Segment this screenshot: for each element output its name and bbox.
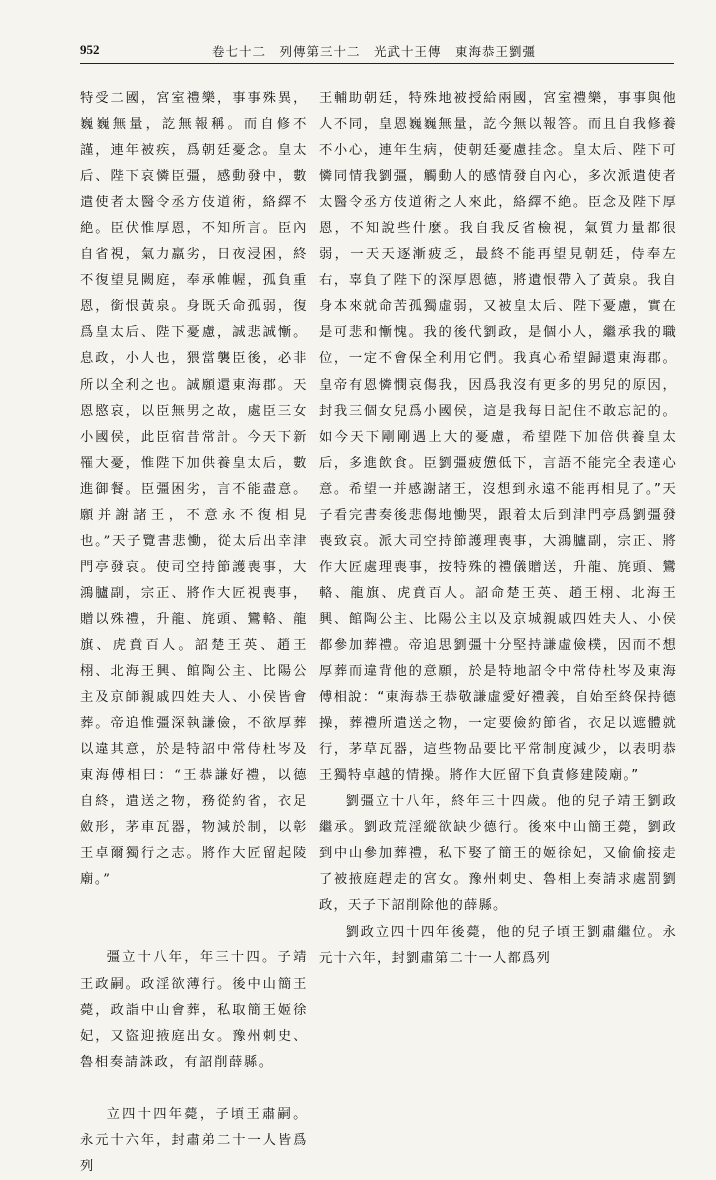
page-header (0, 36, 716, 70)
classical-text-column (80, 86, 308, 1180)
translation-paragraph: 劉彊立十八年，終年三十四歲。他的兒子靖王劉政繼承。劉政荒淫縱欲缺少德行。後來中山簡王薨，劉政到中山參加葬禮，私下娶了簡王的姬徐妃，又偷偷接走了被掖庭趕走的宮女。豫州刺史、魯相上奏請求處罰劉政，天子下詔削除他的薛縣。 (319, 794, 677, 914)
translation-paragraph: 劉政立四十四年後薨，他的兒子頃王劉肅繼位。永元十六年，封劉肅第二十一人都爲列 (319, 924, 677, 966)
translation-column (319, 86, 677, 972)
header-rule (80, 63, 674, 64)
page-number: 952 (80, 42, 100, 57)
paragraph-gap (80, 1076, 308, 1102)
paragraph-gap (80, 893, 308, 945)
translation-paragraph: 王輔助朝廷，特殊地被授給兩國，宮室禮樂，事事與他人不同，皇恩巍巍無量，訖今無以報答。而且自我修養不小心，連年生病，使朝廷憂慮挂念。皇太后、陛下可憐同情我劉彊，觸動人的感情發自內心，多次派遣使者太醫令丞方伎道術之人來此，絡繹不絶。臣念及陛下厚恩，不知說些什麼。我自我反省檢視，氣質力量都很弱，一天天逐漸疲乏，最終不能再望見朝廷，侍奉左右，辜負了陛下的深厚恩德，將遺恨帶入了黃泉。我自身本來就命苦孤獨虛弱，又被皇太后、陛下憂慮，實在是可悲和慚愧。我的後代劉政，是個小人，繼承我的職位，一定不會保全利用它們。我真心希望歸還東海郡。皇帝有恩憐憫哀傷我，因爲我沒有更多的男兒的原因，封我三個女兒爲小國侯，這是我每日記住不敢忘記的。如今天下剛剛遇上大的憂慮，希望陛下加倍供養皇太后，多進飲食。臣劉彊疲憊低下，言語不能完全表達心意。希望一并感謝諸王，沒想到永遠不能再相見了。”天子看完書奏後悲傷地慟哭，跟着太后到津門亭爲劉彊發喪致哀。派大司空持節護理喪事，大鴻臚副，宗正、將作大匠處理喪事，按特殊的禮儀贈送，升龍、旄頭、鸞輅、龍旗、虎賁百人。詔命楚王英、趙王栩、北海王興、館陶公主、比陽公主以及京城親戚四姓夫人、小侯都參加葬禮。帝追思劉彊十分堅持謙虛儉樸，因而不想厚葬而違背他的意願，於是特地詔令中常侍杜岑及東海傅相說：“東海恭王恭敬謙虛愛好禮義，自始至終保持德操，葬禮所遣送之物，一定要儉約節省，衣足以遮體就行，茅草瓦器，這些物品要比平常制度減少，以表明恭王獨特卓越的情操。將作大匠留下負責修建陵廟。” (319, 91, 677, 784)
running-title: 卷七十二 列傳第三十二 光武十王傳 東海恭王劉彊 (212, 44, 537, 59)
classical-paragraph: 彊立十八年，年三十四。子靖王政嗣。政淫欲薄行。後中山簡王薨，政詣中山會葬，私取簡王姬徐妃，又盜迎掖庭出女。豫州刺史、魯相奏請誅政，有詔削薛縣。 (80, 950, 308, 1070)
classical-paragraph: 立四十四年薨，子頃王肅嗣。永元十六年，封肅弟二十一人皆爲列 (80, 1106, 308, 1174)
classical-paragraph: 特受二國，宮室禮樂，事事殊異，巍巍無量，訖無報稱。而自修不謹，連年被疾，爲朝廷憂念。皇太后、陛下哀憐臣彊，感動發中，數遣使者太醫令丞方伎道術，絡繹不絶。臣伏惟厚恩，不知所言。臣內自省視，氣力羸劣，日夜浸困，終不復望見闕庭，奉承帷幄，孤負重恩，銜恨黃泉。身既夭命孤弱，復爲皇太后、陛下憂慮，誠悲誠慚。息政，小人也，猥當襲臣後，必非所以全利之也。誠願還東海郡。天恩愍哀，以臣無男之故，處臣三女小國侯，此臣宿昔常計。今天下新罹大憂，惟陛下加供養皇太后，數進御餐。臣彊困劣，言不能盡意。願并謝諸王，不意永不復相見也。”天子覽書悲慟，從太后出幸津門亭發哀。使司空持節護喪事，大鴻臚副，宗正、將作大匠視喪事，贈以殊禮，升龍、旄頭、鸞輅、龍旗、虎賁百人。詔楚王英、趙王栩、北海王興、館陶公主、比陽公主及京師親戚四姓夫人、小侯皆會葬。帝追惟彊深執謙儉，不欲厚葬以違其意，於是特詔中常侍杜岑及東海傅相曰：“王恭謙好禮，以德自終，遣送之物，務從約省，衣足斂形，茅車瓦器，物減於制，以彰王卓爾獨行之志。將作大匠留起陵廟。” (80, 91, 308, 888)
